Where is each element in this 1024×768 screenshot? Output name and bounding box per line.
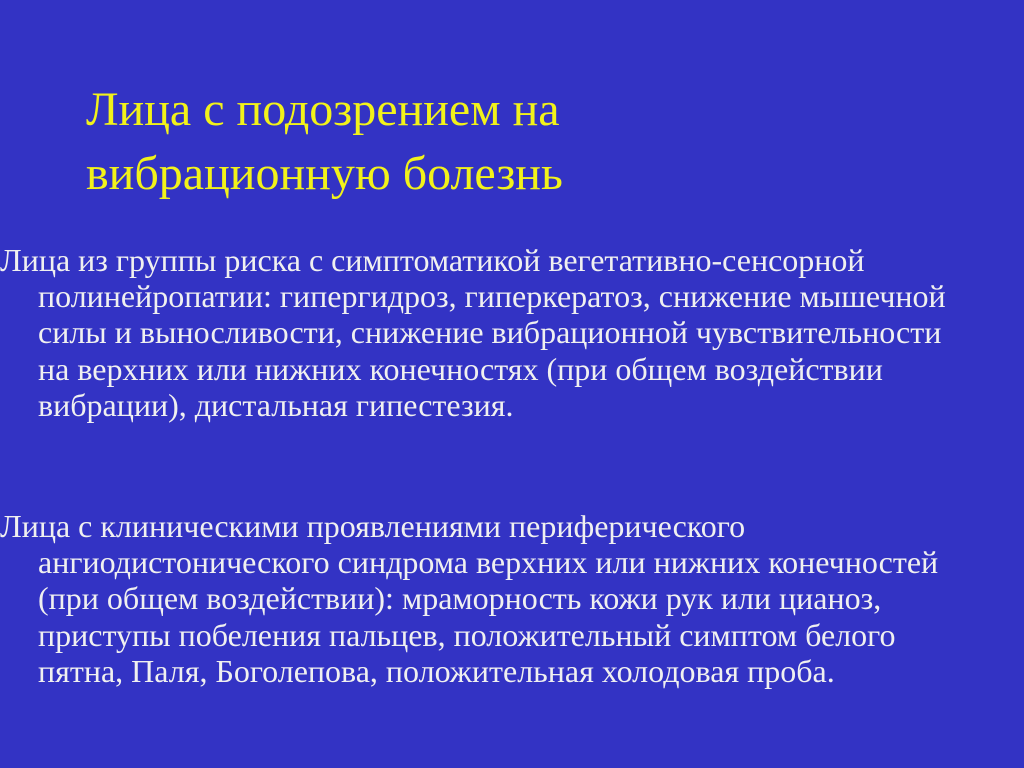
- paragraph-line: (при общем воздействии): мраморность кожи рук или цианоз,: [38, 580, 882, 617]
- paragraph-line: вибрации), дистальная гипестезия.: [38, 386, 514, 423]
- paragraph-line: Лица из группы риска с симптоматикой вегетативно-сенсорной: [0, 242, 865, 278]
- paragraph-line: ангиодистонического синдрома верхних или нижних конечностей: [38, 544, 939, 581]
- paragraph-line: приступы побеления пальцев, положительный симптом белого: [38, 616, 896, 653]
- paragraph-line: силы и выносливости, снижение вибрационной чувствительности: [38, 314, 942, 351]
- paragraph-line: полинейропатии: гипергидроз, гиперкератоз, снижение мышечной: [38, 278, 946, 315]
- paragraph-line: пятна, Паля, Боголепова, положительная холодовая проба.: [38, 652, 835, 689]
- title-line: Лица с подозрением на: [86, 83, 560, 136]
- slide-title: [86, 78, 966, 206]
- risk-group-paragraph: [0, 242, 1020, 423]
- clinical-manifestations-paragraph: [0, 508, 1020, 689]
- paragraph-line: на верхних или нижних конечностях (при общем воздействии: [38, 350, 883, 387]
- title-line: вибрационную болезнь: [86, 147, 563, 200]
- paragraph-line: Лица с клиническими проявлениями периферического: [0, 508, 746, 544]
